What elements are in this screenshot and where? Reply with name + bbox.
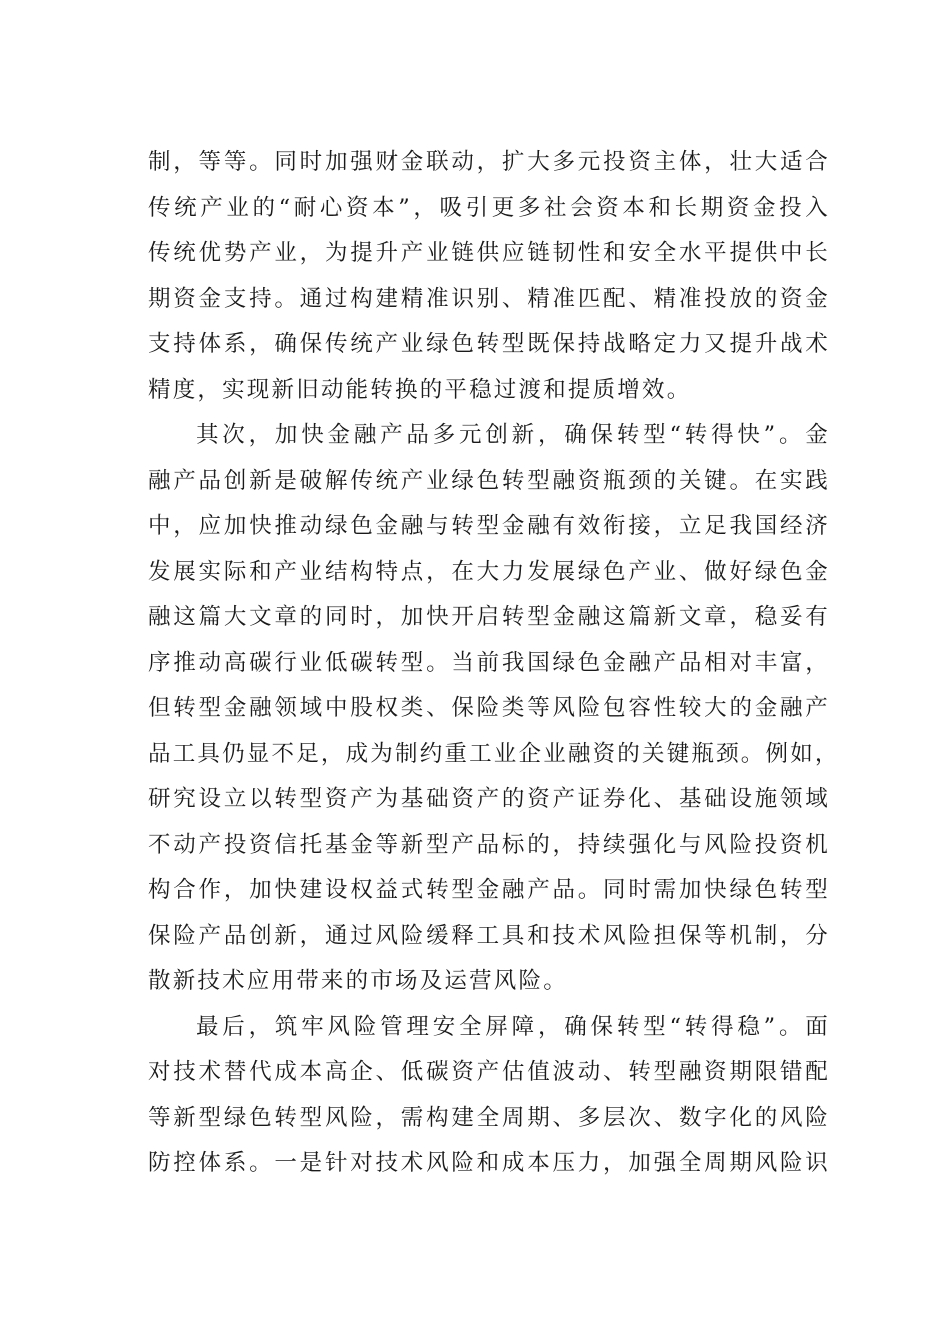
text-line: 融这篇大文章的同时，加快开启转型金融这篇新文章，稳妥有	[148, 604, 830, 630]
paragraph-start-line: 最后，筑牢风险管理安全屏障，确保转型“转得稳”。面	[196, 1013, 830, 1040]
text-line: 发展实际和产业结构特点，在大力发展绿色产业、做好绿色金	[148, 558, 830, 585]
text-line: 防控体系。一是针对技术风险和成本压力，加强全周期风险识	[148, 1150, 830, 1176]
text-line: 传统优势产业，为提升产业链供应链韧性和安全水平提供中长	[148, 240, 830, 266]
paragraph-start-line: 其次，加快金融产品多元创新，确保转型“转得快”。金	[196, 422, 830, 448]
text-line: 支持体系，确保传统产业绿色转型既保持战略定力又提升战术	[148, 331, 830, 357]
text-line: 精度，实现新旧动能转换的平稳过渡和提质增效。	[148, 376, 692, 403]
text-line: 等新型绿色转型风险，需构建全周期、多层次、数字化的风险	[148, 1104, 830, 1131]
text-line: 研究设立以转型资产为基础资产的资产证券化、基础设施领域	[148, 786, 830, 812]
text-line: 融产品创新是破解传统产业绿色转型融资瓶颈的关键。在实践	[148, 467, 830, 494]
text-line: 传统产业的“耐心资本”，吸引更多社会资本和长期资金投入	[148, 194, 830, 221]
text-line: 序推动高碳行业低碳转型。当前我国绿色金融产品相对丰富，	[148, 649, 830, 676]
text-line: 散新技术应用带来的市场及运营风险。	[148, 968, 568, 994]
text-line: 期资金支持。通过构建精准识别、精准匹配、精准投放的资金	[148, 285, 830, 312]
text-line: 对技术替代成本高企、低碳资产估值波动、转型融资期限错配	[148, 1059, 830, 1085]
text-line: 但转型金融领域中股权类、保险类等风险包容性较大的金融产	[148, 695, 830, 721]
text-line: 品工具仍显不足，成为制约重工业企业融资的关键瓶颈。例如，	[148, 740, 840, 767]
text-line: 中，应加快推动绿色金融与转型金融有效衔接，立足我国经济	[148, 513, 830, 539]
text-line: 不动产投资信托基金等新型产品标的，持续强化与风险投资机	[148, 831, 830, 858]
text-line: 构合作，加快建设权益式转型金融产品。同时需加快绿色转型	[148, 877, 830, 903]
body-text	[148, 140, 840, 1187]
text-line: 保险产品创新，通过风险缓释工具和技术风险担保等机制，分	[148, 922, 830, 949]
text-line: 制，等等。同时加强财金联动，扩大多元投资主体，壮大适合	[148, 149, 830, 175]
